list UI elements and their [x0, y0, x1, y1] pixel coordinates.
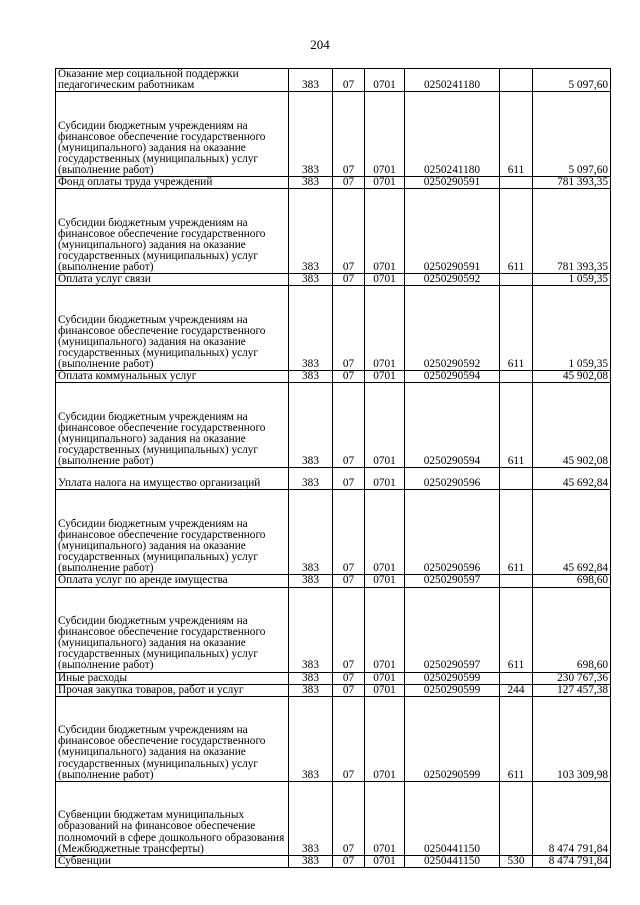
cell-section: 07: [333, 855, 365, 867]
table-row: [56, 383, 611, 468]
cell-section: 07: [333, 92, 365, 177]
cell-section: 07: [333, 274, 365, 286]
cell-expense-type: 611: [500, 286, 533, 371]
cell-name: Субсидии бюджетным учреждениям на финансовое обеспечение государственного (муниципального) задания на оказание государственных (муниципальных) услуг (выполнение работ): [56, 696, 289, 781]
cell-expense-type: [500, 468, 533, 490]
cell-name: Иные расходы: [56, 672, 289, 684]
cell-expense-type: 244: [500, 684, 533, 696]
table-row: [56, 274, 611, 286]
cell-name: Оказание мер социальной поддержки педагогическим работникам: [56, 69, 289, 92]
cell-amount: 5 097,60: [533, 92, 611, 177]
cell-subsection: 0701: [365, 490, 405, 575]
cell-subsection: 0701: [365, 92, 405, 177]
cell-name: Субсидии бюджетным учреждениям на финансовое обеспечение государственного (муниципального) задания на оказание государственных (муниципальных) услуг (выполнение работ): [56, 490, 289, 575]
cell-target-article: 0250290592: [405, 286, 500, 371]
cell-amount: 1 059,35: [533, 286, 611, 371]
cell-amount: 698,60: [533, 575, 611, 587]
cell-target-article: 0250290594: [405, 371, 500, 383]
cell-amount: 698,60: [533, 587, 611, 672]
cell-expense-type: 611: [500, 587, 533, 672]
cell-subsection: 0701: [365, 274, 405, 286]
cell-amount: 8 474 791,84: [533, 855, 611, 867]
cell-expense-type: [500, 177, 533, 189]
cell-expense-type: 611: [500, 189, 533, 274]
cell-target-article: 0250290591: [405, 189, 500, 274]
cell-grbs: 383: [289, 696, 333, 781]
cell-subsection: 0701: [365, 177, 405, 189]
cell-subsection: 0701: [365, 672, 405, 684]
cell-amount: 230 767,36: [533, 672, 611, 684]
cell-target-article: 0250241180: [405, 92, 500, 177]
cell-expense-type: [500, 371, 533, 383]
cell-target-article: 0250290597: [405, 587, 500, 672]
cell-name: Субсидии бюджетным учреждениям на финансовое обеспечение государственного (муниципального) задания на оказание государственных (муниципальных) услуг (выполнение работ): [56, 587, 289, 672]
cell-subsection: 0701: [365, 468, 405, 490]
cell-expense-type: 611: [500, 383, 533, 468]
cell-grbs: 383: [289, 177, 333, 189]
cell-amount: 45 692,84: [533, 490, 611, 575]
cell-section: 07: [333, 490, 365, 575]
table-row: [56, 781, 611, 855]
cell-amount: 8 474 791,84: [533, 781, 611, 855]
table-row: [56, 177, 611, 189]
cell-grbs: 383: [289, 490, 333, 575]
cell-target-article: 0250290596: [405, 490, 500, 575]
cell-name: Фонд оплаты труда учреждений: [56, 177, 289, 189]
cell-subsection: 0701: [365, 696, 405, 781]
cell-target-article: 0250290597: [405, 575, 500, 587]
cell-grbs: 383: [289, 69, 333, 92]
cell-target-article: 0250290599: [405, 696, 500, 781]
table-row: [56, 92, 611, 177]
table-row: [56, 672, 611, 684]
cell-name: Оплата услуг связи: [56, 274, 289, 286]
cell-name: Оплата услуг по аренде имущества: [56, 575, 289, 587]
cell-grbs: 383: [289, 855, 333, 867]
cell-amount: 45 902,08: [533, 371, 611, 383]
cell-subsection: 0701: [365, 383, 405, 468]
cell-expense-type: 611: [500, 92, 533, 177]
cell-amount: 781 393,35: [533, 177, 611, 189]
table-row: [56, 684, 611, 696]
cell-name: Уплата налога на имущество организаций: [56, 468, 289, 490]
cell-target-article: 0250290591: [405, 177, 500, 189]
table-row: [56, 286, 611, 371]
cell-subsection: 0701: [365, 855, 405, 867]
budget-table: [55, 68, 611, 868]
cell-expense-type: [500, 672, 533, 684]
table-row: [56, 575, 611, 587]
table-row: [56, 490, 611, 575]
cell-expense-type: 530: [500, 855, 533, 867]
cell-amount: 1 059,35: [533, 274, 611, 286]
cell-grbs: 383: [289, 371, 333, 383]
cell-grbs: 383: [289, 468, 333, 490]
cell-name: Субвенции: [56, 855, 289, 867]
cell-name: Оплата коммунальных услуг: [56, 371, 289, 383]
cell-target-article: 0250241180: [405, 69, 500, 92]
cell-section: 07: [333, 781, 365, 855]
cell-amount: 127 457,38: [533, 684, 611, 696]
cell-name: Субсидии бюджетным учреждениям на финансовое обеспечение государственного (муниципального) задания на оказание государственных (муниципальных) услуг (выполнение работ): [56, 286, 289, 371]
cell-grbs: 383: [289, 274, 333, 286]
cell-name: Прочая закупка товаров, работ и услуг: [56, 684, 289, 696]
table-row: [56, 587, 611, 672]
cell-subsection: 0701: [365, 684, 405, 696]
cell-subsection: 0701: [365, 371, 405, 383]
cell-section: 07: [333, 468, 365, 490]
table-row: [56, 189, 611, 274]
cell-subsection: 0701: [365, 587, 405, 672]
table-row: [56, 468, 611, 490]
cell-target-article: 0250290599: [405, 672, 500, 684]
cell-grbs: 383: [289, 189, 333, 274]
cell-expense-type: 611: [500, 696, 533, 781]
cell-grbs: 383: [289, 587, 333, 672]
cell-section: 07: [333, 371, 365, 383]
cell-expense-type: [500, 575, 533, 587]
cell-amount: 5 097,60: [533, 69, 611, 92]
cell-subsection: 0701: [365, 781, 405, 855]
cell-section: 07: [333, 696, 365, 781]
table-row: [56, 69, 611, 92]
cell-subsection: 0701: [365, 69, 405, 92]
cell-grbs: 383: [289, 383, 333, 468]
cell-section: 07: [333, 286, 365, 371]
cell-grbs: 383: [289, 92, 333, 177]
table-body: [56, 69, 611, 868]
cell-subsection: 0701: [365, 286, 405, 371]
cell-target-article: 0250441150: [405, 781, 500, 855]
cell-section: 07: [333, 177, 365, 189]
cell-expense-type: [500, 781, 533, 855]
cell-name: Субсидии бюджетным учреждениям на финансовое обеспечение государственного (муниципального) задания на оказание государственных (муниципальных) услуг (выполнение работ): [56, 92, 289, 177]
cell-subsection: 0701: [365, 189, 405, 274]
cell-amount: 45 902,08: [533, 383, 611, 468]
cell-name: Субвенции бюджетам муниципальных образований на финансовое обеспечение полномочий в сфере дошкольного образования (Межбюджетные трансферты): [56, 781, 289, 855]
cell-grbs: 383: [289, 684, 333, 696]
cell-section: 07: [333, 383, 365, 468]
table-row: [56, 855, 611, 867]
page-number: 204: [310, 37, 330, 52]
cell-amount: 45 692,84: [533, 468, 611, 490]
cell-section: 07: [333, 69, 365, 92]
cell-expense-type: [500, 274, 533, 286]
cell-section: 07: [333, 587, 365, 672]
cell-expense-type: [500, 69, 533, 92]
cell-grbs: 383: [289, 575, 333, 587]
cell-name: Субсидии бюджетным учреждениям на финансовое обеспечение государственного (муниципального) задания на оказание государственных (муниципальных) услуг (выполнение работ): [56, 383, 289, 468]
cell-target-article: 0250290594: [405, 383, 500, 468]
table-row: [56, 371, 611, 383]
cell-section: 07: [333, 684, 365, 696]
cell-target-article: 0250441150: [405, 855, 500, 867]
cell-grbs: 383: [289, 781, 333, 855]
cell-name: Субсидии бюджетным учреждениям на финансовое обеспечение государственного (муниципального) задания на оказание государственных (муниципальных) услуг (выполнение работ): [56, 189, 289, 274]
cell-amount: 781 393,35: [533, 189, 611, 274]
cell-section: 07: [333, 189, 365, 274]
cell-grbs: 383: [289, 286, 333, 371]
cell-target-article: 0250290599: [405, 684, 500, 696]
cell-section: 07: [333, 672, 365, 684]
cell-amount: 103 309,98: [533, 696, 611, 781]
cell-target-article: 0250290592: [405, 274, 500, 286]
cell-grbs: 383: [289, 672, 333, 684]
cell-target-article: 0250290596: [405, 468, 500, 490]
cell-subsection: 0701: [365, 575, 405, 587]
cell-expense-type: 611: [500, 490, 533, 575]
cell-section: 07: [333, 575, 365, 587]
table-row: [56, 696, 611, 781]
